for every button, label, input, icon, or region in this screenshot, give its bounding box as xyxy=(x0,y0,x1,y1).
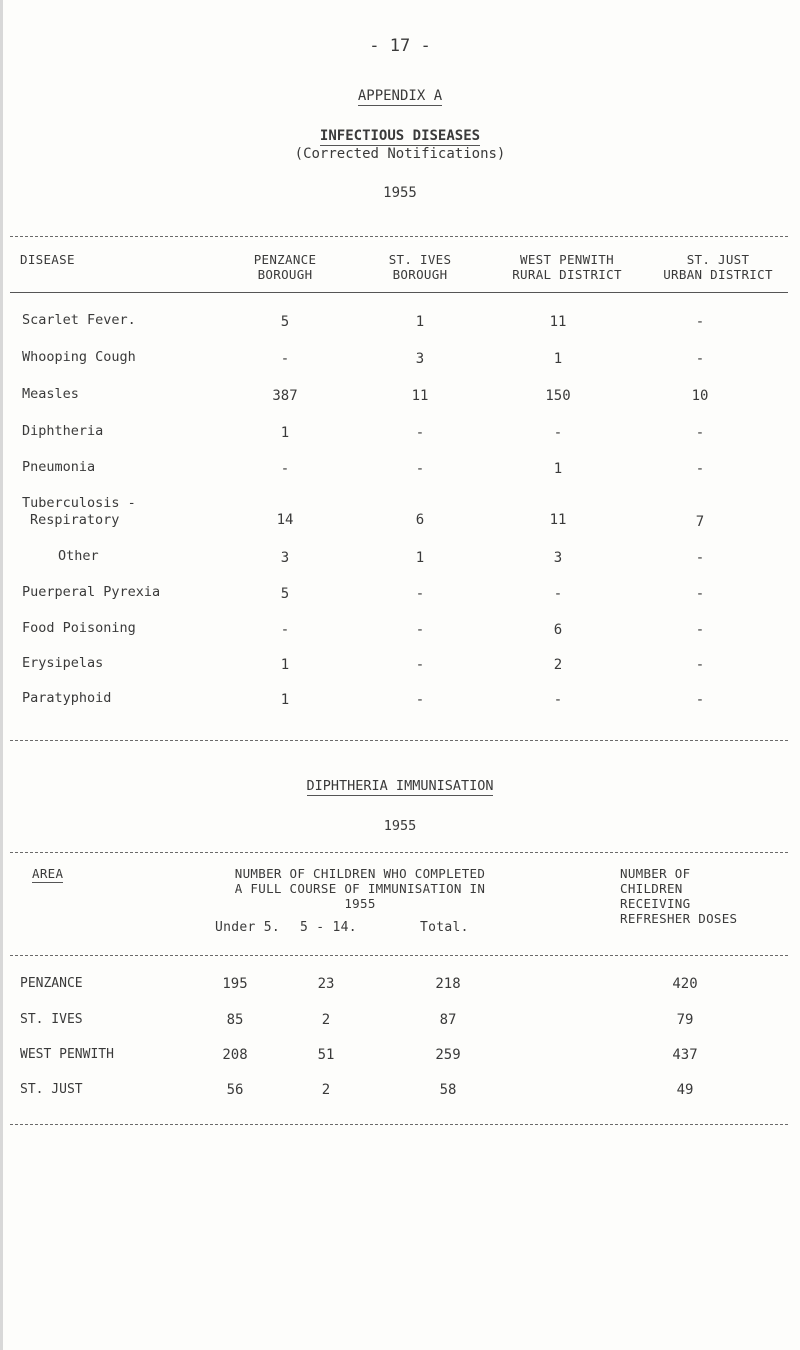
col-header-line: BOROUGH xyxy=(392,267,448,282)
cell-value: - xyxy=(695,622,705,638)
cell-value: 195 xyxy=(222,976,248,992)
cell-value: 49 xyxy=(676,1082,694,1098)
col-header-area-text: AREA xyxy=(32,866,64,881)
cell-value: 2 xyxy=(321,1012,331,1028)
cell-value: 3 xyxy=(280,550,290,566)
appendix-label-text: APPENDIX A xyxy=(357,88,443,104)
cell-value: 218 xyxy=(435,976,461,992)
col-header-line: URBAN DISTRICT xyxy=(663,267,773,282)
cell-value: 3 xyxy=(415,351,425,367)
header-bottom-rule xyxy=(10,955,788,956)
cell-value: 23 xyxy=(317,976,335,992)
section-year: 1955 xyxy=(383,185,417,201)
col-header-line: WEST PENWITH xyxy=(520,252,614,267)
col-header-line: RECEIVING xyxy=(620,896,691,911)
section-title-text: INFECTIOUS DISEASES xyxy=(319,128,481,144)
cell-value: - xyxy=(415,622,425,638)
disease-label: Paratyphoid xyxy=(22,690,112,706)
col-header-refresher xyxy=(620,866,770,926)
cell-value: - xyxy=(553,425,563,441)
col-header-penzance xyxy=(230,252,340,282)
col-header-line: A FULL COURSE OF IMMUNISATION IN xyxy=(234,881,486,896)
table-top-rule xyxy=(10,852,788,853)
cell-value: 11 xyxy=(549,512,567,528)
cell-value: 58 xyxy=(439,1082,457,1098)
cell-value: 1 xyxy=(553,351,563,367)
disease-label: Tuberculosis - xyxy=(22,495,136,511)
cell-value: - xyxy=(695,550,705,566)
cell-value: - xyxy=(695,425,705,441)
cell-value: 1 xyxy=(415,314,425,330)
cell-value: - xyxy=(695,461,705,477)
col-header-line: NUMBER OF CHILDREN WHO COMPLETED xyxy=(234,866,486,881)
cell-value: - xyxy=(280,351,290,367)
cell-value: 56 xyxy=(226,1082,244,1098)
cell-value: - xyxy=(415,586,425,602)
col-header-line: PENZANCE xyxy=(253,252,317,267)
col-header-line: DISEASE xyxy=(20,252,75,267)
area-label: ST. JUST xyxy=(20,1082,83,1097)
cell-value: 87 xyxy=(439,1012,457,1028)
cell-value: 6 xyxy=(553,622,563,638)
immunisation-year: 1955 xyxy=(383,818,417,834)
cell-value: 51 xyxy=(317,1047,335,1063)
cell-value: - xyxy=(695,351,705,367)
section-title xyxy=(250,128,550,146)
cell-value: 1 xyxy=(280,425,290,441)
cell-value: - xyxy=(415,425,425,441)
cell-value: 10 xyxy=(691,388,709,404)
cell-value: 2 xyxy=(553,657,563,673)
cell-value: - xyxy=(695,586,705,602)
disease-label-continued: Respiratory xyxy=(30,512,120,528)
col-header-area xyxy=(32,866,63,883)
header-bottom-rule xyxy=(10,292,788,293)
table-top-rule xyxy=(10,236,788,237)
col-header-line: 1955 xyxy=(344,896,376,911)
col-header-west-penwith xyxy=(492,252,642,282)
table-bottom-rule xyxy=(10,1124,788,1125)
col-header-st-just xyxy=(648,252,788,282)
cell-value: 420 xyxy=(672,976,698,992)
col-header-line: ST. IVES xyxy=(388,252,452,267)
cell-value: 150 xyxy=(545,388,571,404)
col-header-line: ST. JUST xyxy=(686,252,750,267)
area-label: ST. IVES xyxy=(20,1012,83,1027)
disease-label: Measles xyxy=(22,386,79,402)
cell-value: 3 xyxy=(553,550,563,566)
cell-value: 5 xyxy=(280,314,290,330)
disease-label: Erysipelas xyxy=(22,655,104,671)
cell-value: 6 xyxy=(415,512,425,528)
disease-label: Puerperal Pyrexia xyxy=(22,584,161,600)
disease-label: Pneumonia xyxy=(22,459,96,475)
section-subtitle: (Corrected Notifications) xyxy=(294,146,506,162)
cell-value: 259 xyxy=(435,1047,461,1063)
area-label: PENZANCE xyxy=(20,976,83,991)
cell-value: - xyxy=(280,622,290,638)
disease-label: Scarlet Fever. xyxy=(22,312,136,328)
disease-label: Whooping Cough xyxy=(22,349,136,365)
cell-value: 7 xyxy=(695,514,705,530)
cell-value: 1 xyxy=(553,461,563,477)
col-header-st-ives xyxy=(370,252,470,282)
cell-value: 2 xyxy=(321,1082,331,1098)
cell-value: 85 xyxy=(226,1012,244,1028)
col-header-disease xyxy=(20,252,100,267)
page-edge-shadow xyxy=(0,0,3,1350)
disease-label: Other xyxy=(58,548,99,564)
sub-header-total: Total. xyxy=(420,920,469,935)
immunisation-title-text: DIPHTHERIA IMMUNISATION xyxy=(306,778,494,794)
immunisation-title xyxy=(220,778,580,796)
cell-value: 208 xyxy=(222,1047,248,1063)
disease-label: Food Poisoning xyxy=(22,620,136,636)
cell-value: 11 xyxy=(549,314,567,330)
sub-header-under-5: Under 5. xyxy=(215,920,281,935)
cell-value: - xyxy=(415,692,425,708)
cell-value: - xyxy=(695,692,705,708)
cell-value: 437 xyxy=(672,1047,698,1063)
cell-value: 5 xyxy=(280,586,290,602)
cell-value: - xyxy=(695,314,705,330)
table-bottom-rule xyxy=(10,740,788,741)
cell-value: - xyxy=(695,657,705,673)
col-header-line: BOROUGH xyxy=(257,267,313,282)
col-header-line: REFRESHER DOSES xyxy=(620,911,738,926)
sub-header-5-14: 5 - 14. xyxy=(300,920,357,935)
cell-value: 1 xyxy=(280,657,290,673)
cell-value: 387 xyxy=(272,388,298,404)
cell-value: - xyxy=(553,586,563,602)
col-header-line: NUMBER OF xyxy=(620,866,691,881)
cell-value: - xyxy=(415,657,425,673)
cell-value: 1 xyxy=(280,692,290,708)
cell-value: 14 xyxy=(276,512,294,528)
appendix-label xyxy=(300,88,500,106)
col-header-line: RURAL DISTRICT xyxy=(512,267,622,282)
col-header-completed xyxy=(210,866,510,911)
area-label: WEST PENWITH xyxy=(20,1047,114,1062)
col-header-line: CHILDREN xyxy=(620,881,683,896)
page-number: - 17 - xyxy=(369,36,431,56)
disease-label: Diphtheria xyxy=(22,423,104,439)
cell-value: - xyxy=(280,461,290,477)
cell-value: 1 xyxy=(415,550,425,566)
cell-value: 79 xyxy=(676,1012,694,1028)
cell-value: - xyxy=(553,692,563,708)
cell-value: - xyxy=(415,461,425,477)
cell-value: 11 xyxy=(411,388,429,404)
